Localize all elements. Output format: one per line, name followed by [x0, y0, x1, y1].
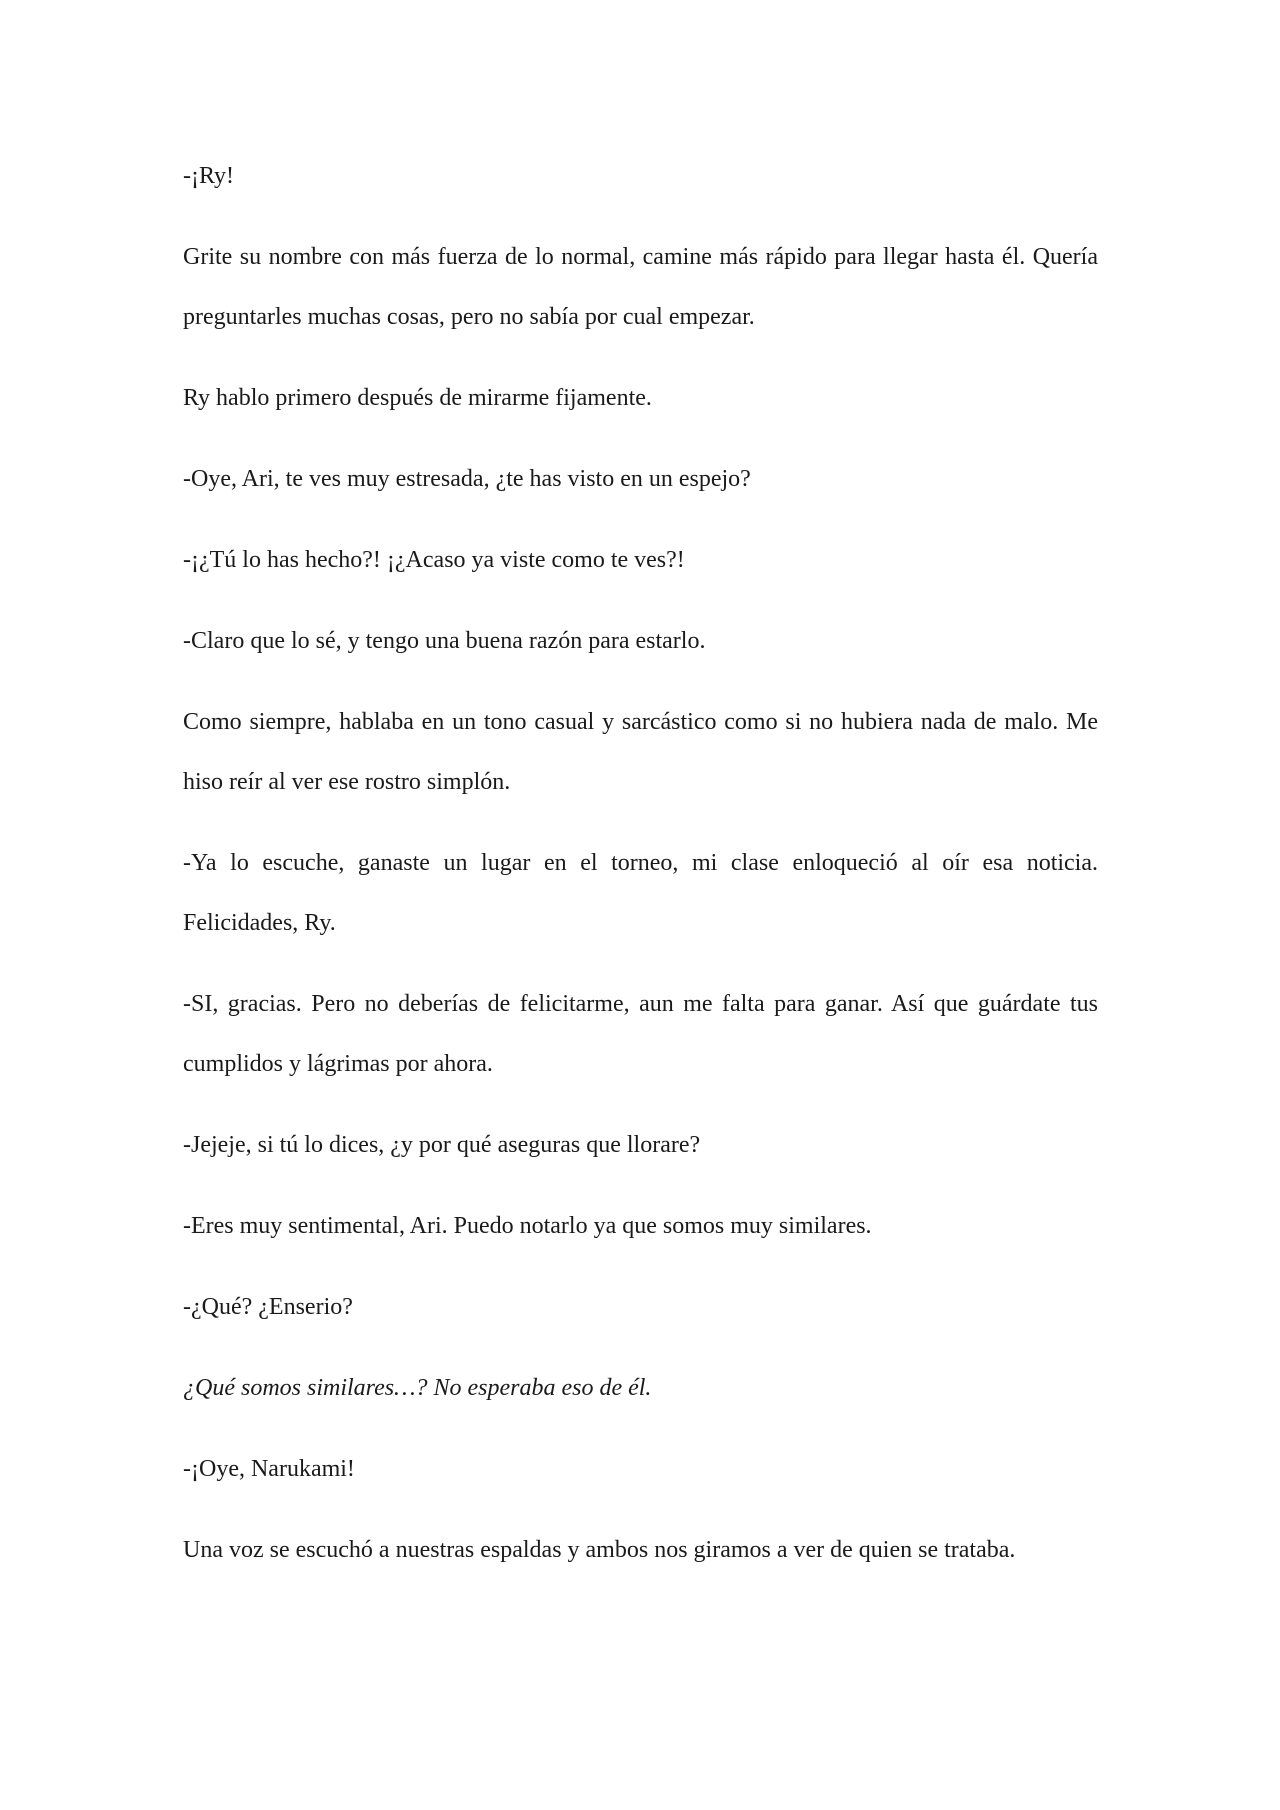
paragraph: Como siempre, hablaba en un tono casual y sarcástico como si no hubiera nada de malo. Me hiso reír al ver ese rostro simplón. — [183, 709, 1098, 795]
paragraph: -Ya lo escuche, ganaste un lugar en el torneo, mi clase enloqueció al oír esa noticia. Felicidades, Ry. — [183, 850, 1098, 936]
paragraph-italic-thought: ¿Qué somos similares…? No esperaba eso de él. — [183, 1375, 652, 1401]
paragraph: -Claro que lo sé, y tengo una buena razón para estarlo. — [183, 628, 706, 654]
paragraph: -¡¿Tú lo has hecho?! ¡¿Acaso ya viste como te ves?! — [183, 547, 685, 573]
paragraph: Ry hablo primero después de mirarme fijamente. — [183, 385, 652, 411]
paragraph: -¡Oye, Narukami! — [183, 1456, 355, 1482]
paragraph: Grite su nombre con más fuerza de lo normal, camine más rápido para llegar hasta él. Quería preguntarles muchas cosas, pero no sabía por cual empezar. — [183, 244, 1098, 330]
paragraph: -SI, gracias. Pero no deberías de felicitarme, aun me falta para ganar. Así que guárdate tus cumplidos y lágrimas por ahora. — [183, 991, 1098, 1077]
paragraph: -Eres muy sentimental, Ari. Puedo notarlo ya que somos muy similares. — [183, 1213, 872, 1239]
paragraph: Una voz se escuchó a nuestras espaldas y ambos nos giramos a ver de quien se trataba. — [183, 1537, 1016, 1563]
text-body — [183, 146, 1098, 1601]
paragraph: -¿Qué? ¿Enserio? — [183, 1294, 353, 1320]
paragraph: -Oye, Ari, te ves muy estresada, ¿te has visto en un espejo? — [183, 466, 751, 492]
paragraph: -¡Ry! — [183, 163, 235, 189]
paragraph: -Jejeje, si tú lo dices, ¿y por qué aseguras que llorare? — [183, 1132, 701, 1158]
